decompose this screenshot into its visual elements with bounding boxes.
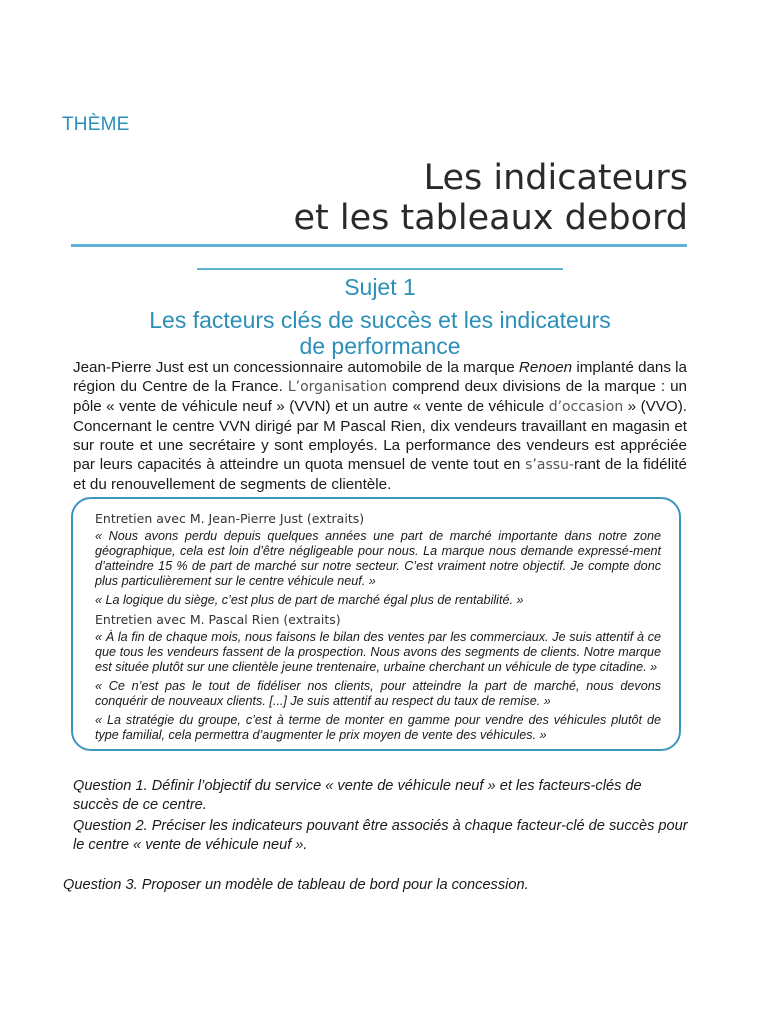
section-divider	[197, 268, 563, 270]
question-3: Question 3. Proposer un modèle de tableau de bord pour la concession.	[63, 877, 529, 893]
intro-text: d’occasion	[548, 399, 624, 415]
intro-text: s’assu-	[525, 457, 574, 473]
interview-quote: « La logique du siège, c’est plus de part de marché égal plus de rentabilité. »	[95, 593, 524, 607]
intro-text: comprend deux divisions de la marque : un pôle « vente de véhicule neuf » (VVN) et un autre « vente de véhicule	[73, 378, 688, 415]
question-2: Question 2. Préciser les indicateurs pouvant être associés à chaque facteur-clé de succès pour le centre « vente de véhicule neuf ».	[73, 818, 688, 853]
section-subtitle	[80, 307, 680, 359]
interview-heading: Entretien avec M. Pascal Rien (extraits)	[95, 612, 341, 627]
intro-paragraph	[73, 358, 687, 494]
brand-name: Renoen	[518, 359, 573, 376]
title-divider	[71, 244, 687, 247]
interview-box	[71, 497, 681, 751]
interview-quote: « À la fin de chaque mois, nous faisons le bilan des ventes par les commerciaux. Je suis attentif à ce que tous les vendeurs fassent de la prospection. Nous avons des segments de clients. Notre marque est située plutôt sur une clientèle jeune trentenaire, urbaine cherchant un véhicule de type citadine. »	[95, 630, 661, 674]
interview-heading: Entretien avec M. Jean-Pierre Just (extraits)	[95, 511, 365, 526]
title-line-1: Les indicateurs	[423, 158, 688, 198]
intro-text: Jean-Pierre Just est un concessionnaire automobile de la marque	[73, 359, 519, 376]
theme-label: THÈME	[62, 114, 130, 135]
intro-text: » (VVO). Concernant le centre VVN dirigé par M Pascal Rien, dix vendeurs travaillant en magasin et sur route et une secrétaire y sont employés. La performance des vendeurs est appréciée par leurs capacités à atteindre un quota mensuel de vente tout en	[73, 398, 687, 473]
subtitle-line-1: Les facteurs clés de succès et les indicateurs	[149, 307, 611, 333]
interview-quote: « Ce n’est pas le tout de fidéliser nos clients, pour atteindre la part de marché, nous devons conquérir de nouveaux clients. [...] Je suis attentif au respect du taux de remise. »	[95, 679, 661, 708]
subtitle-line-2: de performance	[299, 333, 461, 359]
section-number: Sujet 1	[344, 274, 416, 300]
page-title	[294, 158, 689, 238]
title-line-2: et les tableaux debord	[293, 198, 688, 238]
intro-text: L’organisation	[287, 379, 388, 395]
intro-text: rant de la fidélité et du renouvellement de segments de clientèle.	[73, 456, 687, 493]
interview-quote: « Nous avons perdu depuis quelques années une part de marché importante dans notre zone géographique, cela est loin d’être négligeable pour nous. La marque nous demande expressé-ment d’atteindre 15 % de part de marché sur notre secteur. C’est vraiment notre objectif. Je compte donc plus particulièrement sur le centre véhicule neuf. »	[95, 529, 661, 588]
interview-quote: « La stratégie du groupe, c’est à terme de monter en gamme pour vendre des véhicules plutôt de type familial, cela permettra d’augmenter le prix moyen de vente des véhicules. »	[95, 713, 661, 742]
question-1: Question 1. Définir l’objectif du service « vente de véhicule neuf » et les facteurs-clés de succès de ce centre.	[73, 778, 642, 813]
intro-text: implanté dans la région du Centre de la France.	[73, 359, 687, 395]
